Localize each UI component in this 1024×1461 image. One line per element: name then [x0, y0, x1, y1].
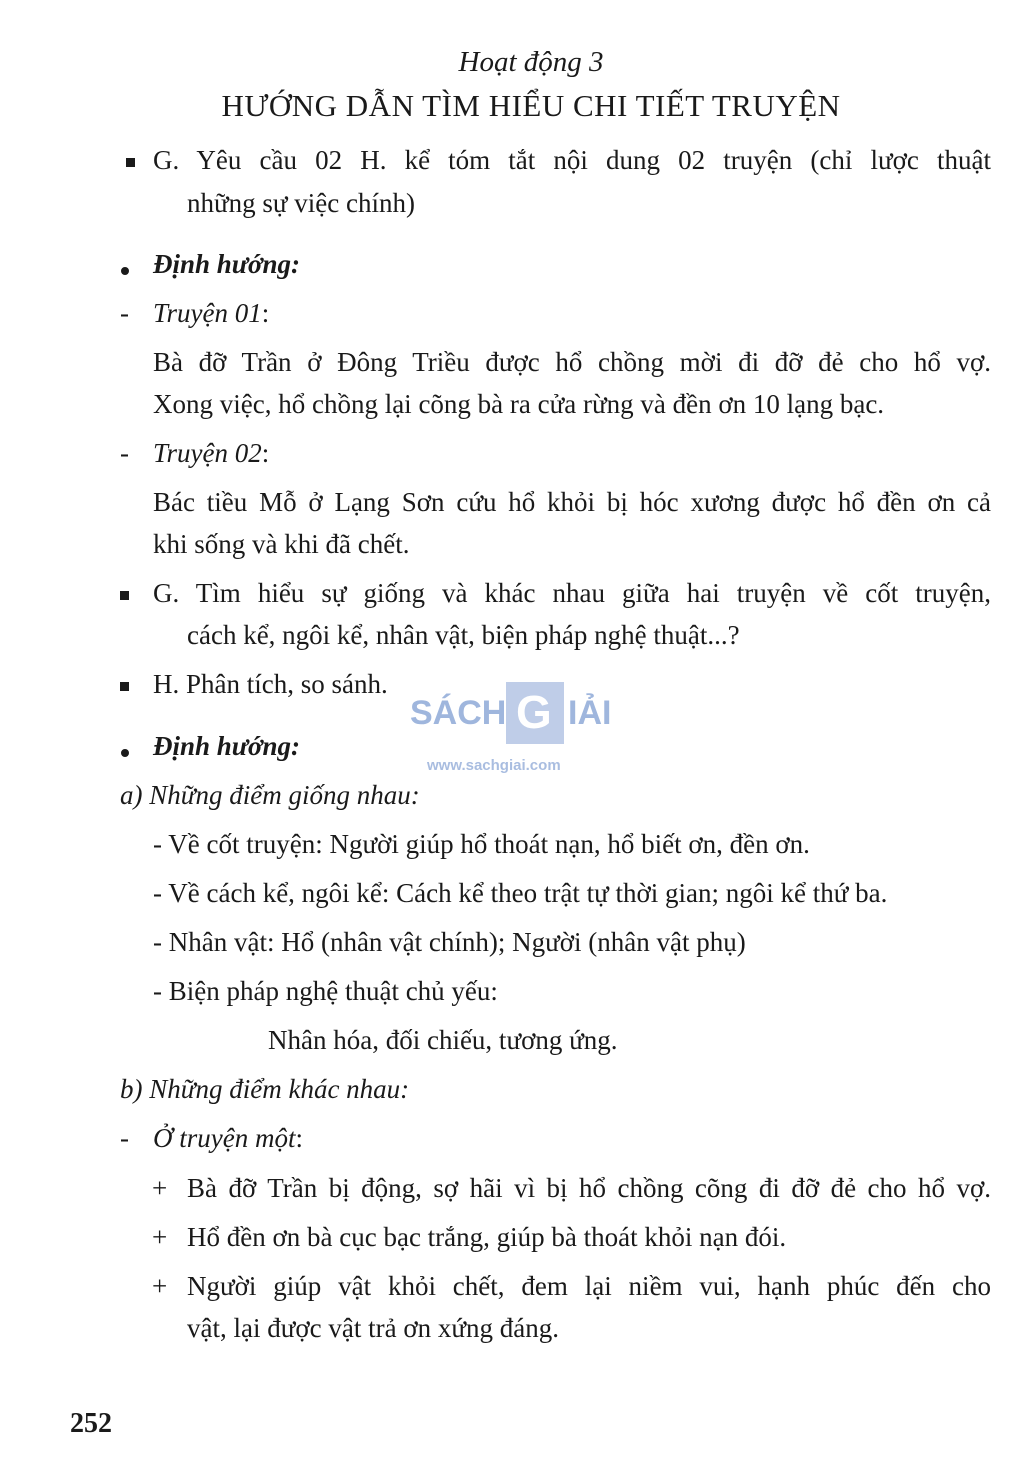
- square-bullet-icon: [126, 158, 135, 167]
- story2-label: Truyện 02: [153, 438, 262, 468]
- plus-marker: +: [152, 1173, 168, 1203]
- paragraph-request-line1: G. Yêu cầu 02 H. kể tóm tắt nội dung 02 truyện (chỉ lược thuật: [153, 145, 991, 175]
- story1-label-line: [153, 298, 269, 329]
- story1-label: Truyện 01: [153, 298, 262, 328]
- round-bullet-icon: [121, 749, 129, 757]
- plus-marker: +: [152, 1271, 168, 1301]
- watermark-logo: [410, 682, 615, 744]
- story-one-label-line: [153, 1123, 303, 1154]
- watermark-brand-right: IẢI: [568, 694, 612, 732]
- paragraph-compare-line2: cách kể, ngôi kể, nhân vật, biện pháp nghệ thuật...?: [187, 620, 740, 650]
- story2-label-line: [153, 438, 269, 469]
- story2-colon: :: [261, 438, 270, 468]
- activity-heading: Hoạt động 3: [458, 46, 604, 78]
- story-one-label: Ở truyện một: [153, 1123, 296, 1153]
- similarity-narration: - Về cách kể, ngôi kể: Cách kể theo trật tự thời gian; ngôi kể thứ ba.: [153, 878, 888, 908]
- story1-colon: :: [261, 298, 270, 328]
- square-bullet-icon: [120, 682, 129, 691]
- paragraph-request-line2: những sự việc chính): [187, 188, 415, 218]
- difference-item-3-line2: vật, lại được vật trả ơn xứng đáng.: [187, 1313, 559, 1343]
- story2-summary-line1: Bác tiều Mỗ ở Lạng Sơn cứu hổ khỏi bị hóc xương được hổ đền ơn cả: [153, 487, 991, 517]
- similarity-characters: - Nhân vật: Hổ (nhân vật chính); Người (nhân vật phụ): [153, 927, 746, 957]
- story-one-colon: :: [295, 1123, 303, 1153]
- difference-item-1: Bà đỡ Trần bị động, sợ hãi vì bị hổ chồng cõng đi đỡ đẻ cho hổ vợ.: [187, 1173, 991, 1203]
- square-bullet-icon: [120, 591, 129, 600]
- page-number: 252: [70, 1408, 112, 1439]
- orientation-heading: Định hướng:: [153, 249, 300, 279]
- similarity-plot: - Về cốt truyện: Người giúp hổ thoát nạn, hổ biết ơn, đền ơn.: [153, 829, 810, 859]
- orientation-heading-2: Định hướng:: [153, 731, 300, 761]
- paragraph-analyze: H. Phân tích, so sánh.: [153, 669, 388, 699]
- round-bullet-icon: [121, 267, 129, 275]
- story2-summary-line2: khi sống và khi đã chết.: [153, 529, 410, 559]
- dash-marker: -: [120, 298, 129, 328]
- similarity-techniques-detail: Nhân hóa, đối chiếu, tương ứng.: [268, 1025, 618, 1055]
- difference-item-2: Hổ đền ơn bà cục bạc trắng, giúp bà thoát khỏi nạn đói.: [187, 1222, 787, 1252]
- difference-item-3-line1: Người giúp vật khỏi chết, đem lại niềm vui, hạnh phúc đến cho: [187, 1271, 991, 1301]
- similarity-techniques: - Biện pháp nghệ thuật chủ yếu:: [153, 976, 498, 1006]
- story1-summary-line2: Xong việc, hổ chồng lại cõng bà ra cửa rừng và đền ơn 10 lạng bạc.: [153, 389, 885, 419]
- differences-heading: b) Những điểm khác nhau:: [120, 1074, 410, 1104]
- similarities-heading: a) Những điểm giống nhau:: [120, 780, 420, 810]
- page-title: HƯỚNG DẪN TÌM HIỂU CHI TIẾT TRUYỆN: [221, 88, 841, 123]
- watermark-brand-g: G: [516, 686, 552, 738]
- paragraph-compare-line1: G. Tìm hiểu sự giống và khác nhau giữa hai truyện về cốt truyện,: [153, 578, 991, 608]
- watermark-brand-left: SÁCH: [410, 694, 507, 732]
- story1-summary-line1: Bà đỡ Trần ở Đông Triều được hổ chồng mời đi đỡ đẻ cho hổ vợ.: [153, 347, 991, 377]
- watermark-url: www.sachgiai.com: [427, 757, 561, 774]
- dash-marker: -: [120, 1123, 129, 1153]
- plus-marker: +: [152, 1222, 168, 1252]
- dash-marker: -: [120, 438, 129, 468]
